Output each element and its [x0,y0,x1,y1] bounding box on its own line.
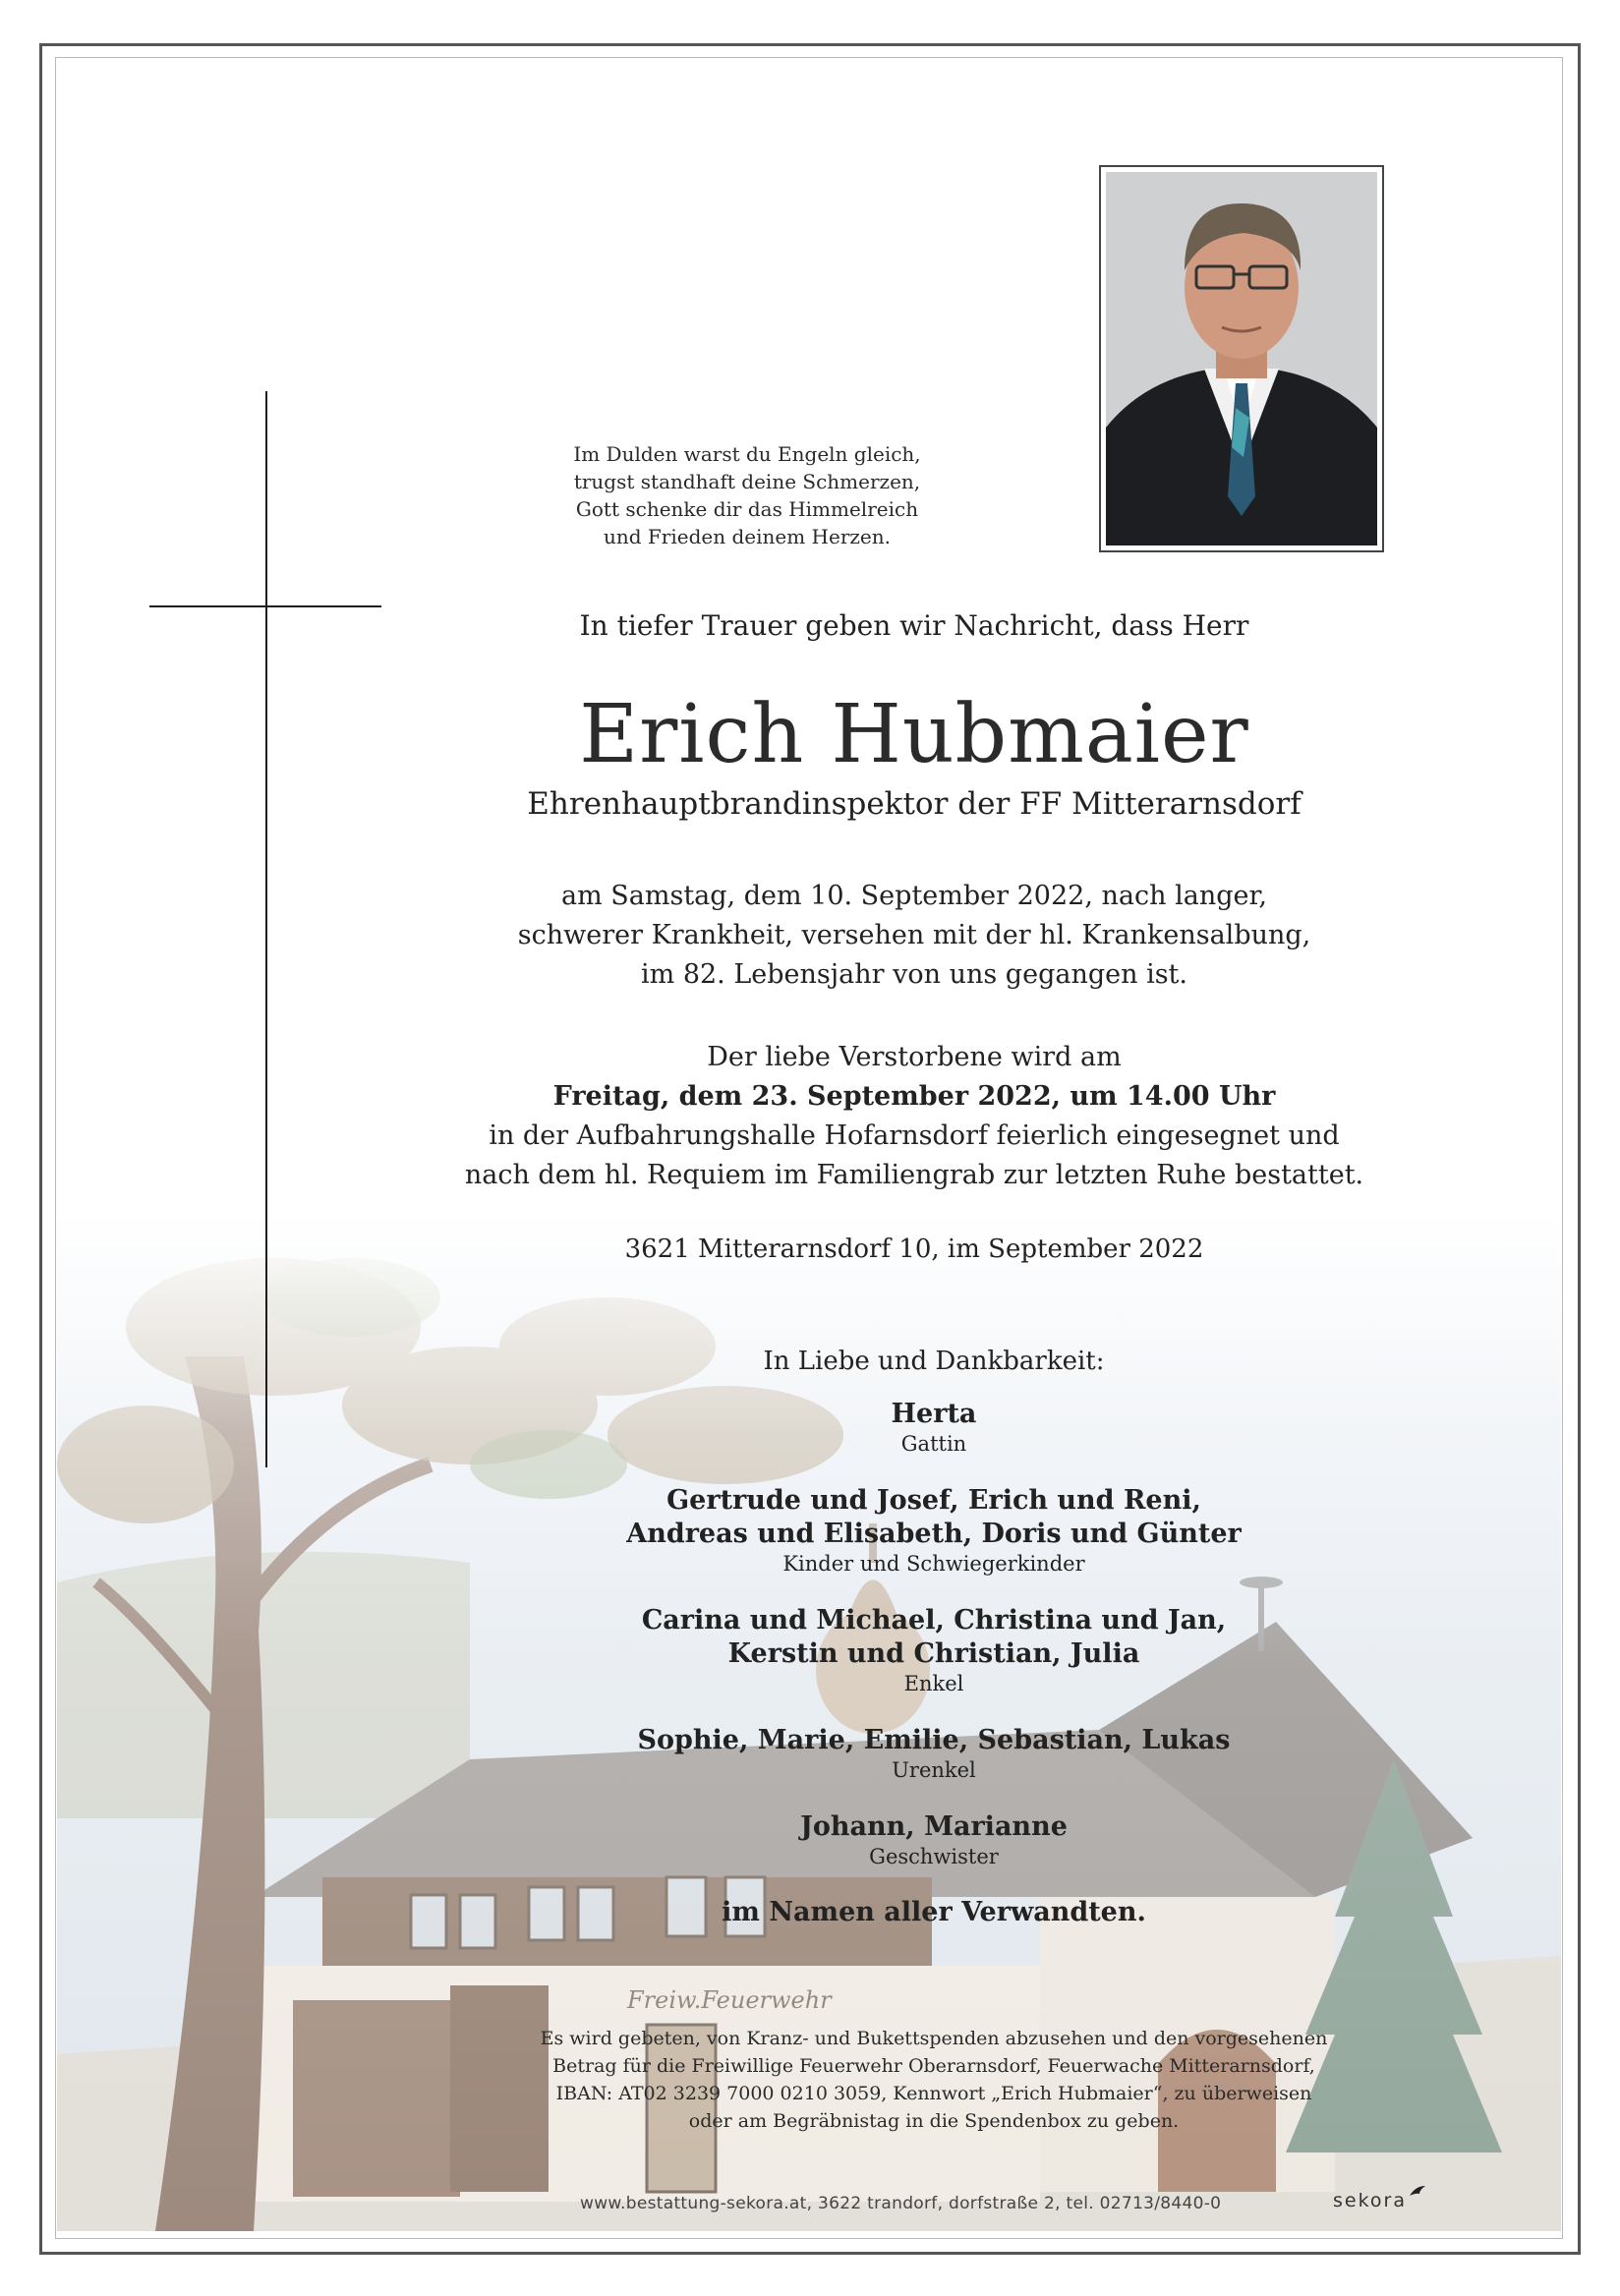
mourner-group [492,1484,1376,1577]
cross-vertical-bar [265,391,267,1467]
mourner-group [492,1810,1376,1869]
funeral-date: Freitag, dem 23. September 2022, um 14.00 Uhr [552,1081,1276,1112]
mourner-names: Johann, Marianne [800,1811,1068,1842]
death-notice [295,877,1533,995]
donation-line: oder am Begräbnistag in die Spendenbox zu geben. [688,2110,1180,2132]
mourner-relation: Urenkel [892,1758,976,1782]
portrait-image [1106,172,1377,545]
place-and-date: 3621 Mitterarnsdorf 10, im September 2022 [624,1234,1204,1264]
poem-line: Im Dulden warst du Engeln gleich, [573,442,921,466]
funeral-details [295,1038,1533,1195]
mourner-names: Kerstin und Christian, Julia [727,1638,1140,1669]
death-line: am Samstag, dem 10. September 2022, nach langer, [560,881,1267,911]
donation-note [442,2025,1425,2135]
deceased-name: Erich Hubmaier [579,688,1249,781]
poem-line: Gott schenke dir das Himmelreich [575,497,919,521]
donation-line: Es wird gebeten, von Kranz- und Bukettspenden abzusehen und den vorgesehenen [540,2028,1328,2049]
mourners-closing: im Namen aller Verwandten. [722,1897,1146,1927]
mourner-relation: Geschwister [869,1845,999,1868]
funeral-home-footer: www.bestattung-sekora.at, 3622 trandorf, dorfstraße 2, tel. 02713/8440-0 [580,2194,1222,2213]
mourner-group [492,1724,1376,1783]
mourner-relation: Kinder und Schwiegerkinder [782,1552,1085,1576]
memorial-poem [541,440,954,550]
mourner-names: Sophie, Marie, Emilie, Sebastian, Lukas [637,1725,1231,1755]
funeral-line: nach dem hl. Requiem im Familiengrab zur letzten Ruhe bestattet. [464,1160,1364,1190]
funeral-line: Der liebe Verstorbene wird am [707,1042,1122,1072]
funeral-line: in der Aufbahrungshalle Hofarnsdorf feierlich eingesegnet und [489,1120,1340,1151]
announcement-intro: In tiefer Trauer geben wir Nachricht, dass Herr [579,609,1249,642]
portrait-photo [1099,165,1384,552]
mourner-names: Andreas und Elisabeth, Doris und Günter [626,1519,1242,1549]
death-line: schwerer Krankheit, versehen mit der hl. Krankensalbung, [517,920,1311,950]
sekora-logo: sekora [1333,2190,1407,2211]
mourner-names: Carina und Michael, Christina und Jan, [641,1605,1227,1636]
mourner-relation: Gattin [900,1432,967,1456]
mourner-names: Gertrude und Josef, Erich und Reni, [666,1485,1201,1516]
death-line: im 82. Lebensjahr von uns gegangen ist. [641,959,1187,990]
dove-icon [1408,2184,1427,2200]
cross-horizontal-bar [149,605,381,607]
mourners-list [492,1347,1376,1927]
poem-line: und Frieden deinem Herzen. [604,525,891,548]
mourner-group [492,1398,1376,1457]
mourner-relation: Enkel [903,1672,964,1695]
mourner-group [492,1604,1376,1696]
donation-line: IBAN: AT02 3239 7000 0210 3059, Kennwort „Erich Hubmaier“, zu überweisen [555,2083,1312,2104]
deceased-title: Ehrenhauptbrandinspektor der FF Mitterarnsdorf [527,786,1302,822]
mourner-names: Herta [891,1399,977,1429]
donation-line: Betrag für die Freiwillige Feuerwehr Oberarnsdorf, Feuerwache Mitterarnsdorf, [552,2055,1315,2077]
poem-line: trugst standhaft deine Schmerzen, [573,470,921,493]
mourners-heading: In Liebe und Dankbarkeit: [763,1347,1105,1376]
